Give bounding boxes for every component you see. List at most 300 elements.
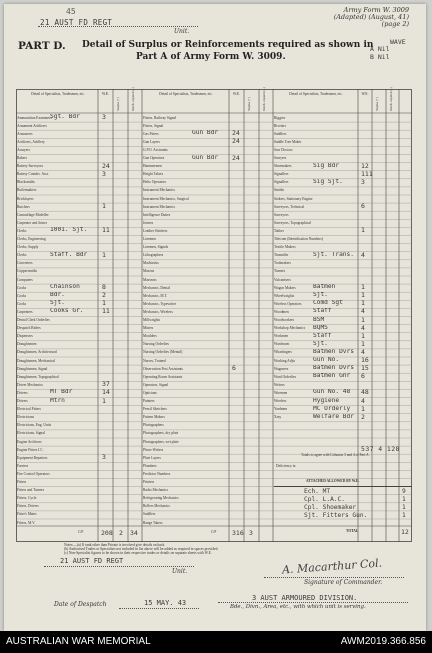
typed-entry: Gun Bdr: [192, 130, 219, 137]
trade-label: Opticians: [143, 390, 157, 395]
trade-label: Farriers: [17, 463, 29, 468]
table-row: [16, 349, 142, 357]
table-row: [16, 260, 142, 268]
we-value: 4: [361, 348, 365, 356]
table-row: [16, 211, 142, 219]
trade-label: Fire Control Operators: [17, 471, 50, 476]
typed-entry: Sjt.: [313, 340, 328, 347]
trade-label: Draughtsmen, Topographical: [17, 374, 59, 379]
trade-label: Riveters: [274, 123, 286, 128]
trade-label: Surveyors, Technical: [274, 204, 305, 209]
table-row: [273, 130, 412, 138]
trade-label: Range Takers: [143, 520, 163, 525]
table-row: [142, 454, 273, 462]
table-row: [142, 260, 273, 268]
trade-label: Observation Post Assistants: [143, 366, 183, 371]
trade-label: Electrical Fitters: [17, 407, 41, 412]
table-row: [16, 114, 142, 122]
we-value: 6: [232, 365, 236, 373]
trade-label: Miners: [143, 326, 154, 331]
table-row: [273, 381, 412, 389]
we-value: 4: [361, 397, 365, 405]
table-row: [16, 203, 142, 211]
table-row: [142, 122, 273, 130]
trade-label: Bricklayers: [17, 196, 34, 201]
trade-label: Vulcanisers: [274, 277, 291, 282]
table-row: [273, 260, 412, 268]
table-row: [142, 219, 273, 227]
trade-label: Clerks, Engineering: [17, 237, 46, 241]
we-header-2: W.E.: [232, 92, 241, 96]
trade-label: Shoemakers: [274, 164, 292, 169]
attached-count: 9: [402, 488, 406, 495]
trade-label: Machinists: [143, 261, 159, 266]
table-row: [142, 244, 273, 252]
typed-entry: Sjt.: [313, 292, 328, 299]
trade-label: Photographers, wet plate: [143, 439, 179, 444]
trade-label: Ward Orderlies: [274, 374, 296, 379]
table-row: [142, 300, 273, 308]
surplus-header-2: Surplus (+): [247, 97, 251, 111]
attached-rule: [274, 486, 412, 487]
trade-label: Instrument Mechanics: [143, 204, 176, 209]
trade-label: Saw Doctors: [274, 147, 293, 152]
table-row: [16, 276, 142, 284]
typed-entry: Batmen Gnr: [313, 373, 351, 380]
trade-label: Electricians, Signal: [17, 431, 45, 436]
table-row: [142, 414, 273, 422]
trade-label: Battery Comdrs. Asst.: [17, 172, 49, 177]
notes: [64, 543, 404, 555]
trade-label: Draughtsmen, Architectural: [17, 350, 57, 355]
we-value: 1: [102, 203, 106, 211]
table-row: [142, 146, 273, 154]
attached-count: 1: [402, 504, 406, 511]
we-value: 1: [361, 340, 365, 348]
trade-label: Wagon Makers: [274, 285, 296, 290]
nil-line-b: B Nil: [370, 53, 390, 61]
cf-label-1: C/F: [78, 530, 84, 534]
table-row: [273, 138, 412, 146]
table-row: [16, 179, 142, 187]
table-row: [273, 317, 412, 325]
table-row: [16, 122, 142, 130]
table-row: [142, 138, 273, 146]
nil-line-a: A Nil: [370, 45, 390, 53]
we-header-3: W.E.: [361, 92, 369, 96]
table-row: [142, 211, 273, 219]
table-row: [16, 138, 142, 146]
title-line-1: Detail of Surplus or Reinforcements required as shown in: [82, 40, 374, 50]
table-row: [273, 398, 412, 406]
table-row: [142, 503, 273, 511]
trade-label: Turners: [274, 269, 286, 274]
we-value: 3: [102, 454, 106, 462]
surplus-header-1: Surplus (+): [116, 97, 120, 111]
detail-header-3: Detail of Specialists, Tradesmen, etc.: [289, 92, 343, 96]
trade-label: Photo-Writers: [143, 447, 164, 452]
trade-label: Joiners: [143, 220, 154, 225]
form-sheet: [4, 4, 426, 631]
table-row: [142, 341, 273, 349]
table-row: [142, 317, 273, 325]
we-value: 15: [361, 365, 369, 373]
trade-label: Fitters: [17, 480, 27, 484]
table-row: [142, 462, 273, 470]
form-ref-line: Army Form W. 3009: [343, 6, 409, 14]
table-row: [142, 203, 273, 211]
typed-entry: Gun No.: [313, 357, 340, 363]
typed-entry: Sig Bdr: [313, 162, 340, 169]
trade-label: Carpenters: [17, 309, 33, 314]
table-row: [16, 292, 142, 300]
trade-label: Nurses, Trained: [143, 358, 166, 363]
table-row: [16, 495, 142, 503]
trade-label: Draughtsmen, Signal: [17, 366, 48, 371]
trade-label: Armourers: [17, 131, 33, 136]
table-row: [273, 414, 412, 422]
note-line: (b) Authorised Trades or Specialists not included in list above will be added as required in spaces provided.: [64, 547, 219, 552]
trade-label: Armament Artificers: [17, 123, 47, 128]
table-row: [142, 308, 273, 316]
trade-label: Pencil Sketchers: [143, 407, 167, 412]
we-header-1: W.E.: [101, 92, 110, 96]
trade-label: Predictor Numbers: [143, 471, 171, 476]
table-row: [142, 236, 273, 244]
table-row: [273, 179, 412, 187]
table-row: [273, 236, 412, 244]
table-row: [273, 284, 412, 292]
division-line: [218, 602, 408, 603]
trade-label: Saddlers: [143, 512, 156, 517]
table-row: [16, 155, 142, 163]
trade-label: Battery Surveyors: [17, 164, 44, 169]
signature-line: [264, 577, 404, 578]
typed-entry: Cooks Gr.: [50, 308, 84, 315]
table-row: [16, 300, 142, 308]
table-row: [16, 381, 142, 389]
cf-label-2: C/F: [211, 530, 217, 534]
trade-label: Mechanics, Dental: [143, 285, 170, 290]
trade-label: Signallers: [274, 180, 289, 185]
table-row: [142, 163, 273, 171]
unit-label: Unit.: [174, 28, 190, 35]
trade-label: Fitters, Signal: [143, 123, 164, 128]
table-row: [16, 244, 142, 252]
date-line: [119, 608, 199, 609]
table-row: [273, 300, 412, 308]
trade-label: Moulders: [143, 334, 157, 339]
trade-label: Woodworkers: [274, 318, 295, 322]
table-row: [16, 227, 142, 235]
we-value: 4: [361, 324, 365, 332]
trade-label: Wharfingers: [274, 350, 292, 355]
we-value: 1: [361, 227, 365, 235]
unit-dotline: [38, 26, 198, 27]
table-row: [142, 479, 273, 487]
trade-label: Nursing Orderlies: [143, 342, 169, 347]
table-row: [273, 341, 412, 349]
table-row: [142, 227, 273, 235]
trade-label: Carpenter and Joiner: [17, 220, 47, 225]
table-row: [16, 470, 142, 478]
table-row: [273, 155, 412, 163]
attached-count: 1: [402, 512, 406, 519]
table-row: [273, 406, 412, 414]
table-row: [273, 252, 412, 260]
typed-wave: WAVE: [390, 38, 406, 46]
note-line: Notes:—(a) If rank other than Private is involved give details on back.: [64, 543, 166, 547]
trade-label: Signallers: [274, 172, 289, 177]
we-value: 14: [102, 389, 110, 397]
cf-1-surplus: 2: [119, 529, 123, 537]
table-row: [142, 365, 273, 373]
trade-label: Linemen, Signals: [143, 245, 169, 250]
table-row: [142, 179, 273, 187]
table-row: [273, 203, 412, 211]
trade-label: Operators, Signal: [143, 382, 169, 387]
trade-label: Cooks: [17, 293, 27, 298]
table-row: [16, 325, 142, 333]
trade-label: Blacksmiths: [17, 180, 35, 185]
table-row: [16, 462, 142, 470]
table-row: [142, 495, 273, 503]
trade-label: Riggers: [274, 115, 286, 120]
table-row: [273, 244, 412, 252]
table-row: [16, 406, 142, 414]
table-row: [142, 373, 273, 381]
trade-label: Working Adjts: [274, 358, 295, 363]
we-value: 1: [102, 251, 106, 259]
bottom-unit-line: [44, 566, 194, 567]
typed-entry: Sig Sjt.: [313, 178, 343, 185]
we-value: 12: [361, 162, 369, 170]
table-row: [142, 438, 273, 446]
cf-1-we: 208: [101, 529, 113, 537]
trade-label: Engine Artificers: [17, 439, 42, 444]
we-value: 1: [361, 292, 365, 300]
table-row: [273, 122, 412, 130]
table-row: [142, 349, 273, 357]
table-row: [273, 357, 412, 365]
trade-label: Boilermakers: [17, 188, 37, 193]
we-value: 11: [102, 308, 110, 316]
table-row: [142, 406, 273, 414]
table-row: [16, 430, 142, 438]
table-row: [16, 365, 142, 373]
table-row: [142, 155, 273, 163]
we-value: 3: [102, 114, 106, 121]
we-value: 1: [102, 397, 106, 405]
trade-label: Computers: [17, 277, 33, 282]
trade-label: Millwrights: [143, 318, 160, 322]
trade-label: Writers: [274, 382, 285, 387]
table-row: [142, 422, 273, 430]
signature-label: Signature of Commander.: [304, 579, 383, 586]
trade-label: Wiremen: [274, 390, 288, 395]
trade-label: Fitters, Drivers: [17, 504, 39, 509]
table-row: [273, 268, 412, 276]
table-row: [273, 195, 412, 203]
table-row: [142, 130, 273, 138]
trade-label: Helio Operators: [143, 180, 167, 185]
table-row: [273, 292, 412, 300]
trade-label: Workshop Mechanics: [274, 326, 306, 331]
typed-entry: Sgt. Bdr: [50, 114, 80, 120]
table-row: [142, 325, 273, 333]
we-value: 24: [102, 162, 110, 170]
trade-label: Cooks: [17, 301, 27, 306]
trade-label: Draughtsmen, Mechanical: [17, 358, 55, 363]
table-row: [16, 503, 142, 511]
table-row: [273, 171, 412, 179]
form-ref-line: (page 2): [381, 20, 409, 28]
trade-label: Masseurs: [143, 277, 157, 282]
trade-label: Pattern Makers: [143, 415, 165, 420]
trade-label: Woodmen: [274, 309, 289, 314]
trade-label: Surveyors: [274, 212, 289, 217]
we-value: 24: [232, 138, 240, 146]
table-row: [142, 357, 273, 365]
table-row: [16, 487, 142, 495]
trade-label: Drivers: [17, 390, 28, 395]
cf-2-we: 316: [232, 529, 244, 537]
trade-label: Fitter's Mates: [17, 512, 37, 517]
table-row: [16, 333, 142, 341]
table-row: [16, 373, 142, 381]
trade-label: Wireless: [274, 399, 287, 403]
trade-label: Toolmakers: [274, 261, 291, 266]
specialists-table: [16, 89, 412, 542]
typed-entry: MT Bdr: [50, 389, 73, 396]
date-typed: 15 MAY. 43: [144, 599, 187, 607]
note-line: (c) Non-Specialist figures to be shown in their respective trades or details on separate sheets with W.E.: [64, 551, 212, 556]
we-value: 8: [102, 284, 106, 292]
typed-entry: Staff. Bdr: [50, 251, 88, 258]
footer-accession: AWM2019.366.856: [340, 636, 426, 647]
trade-label: Surveyors, Topographical: [274, 220, 312, 225]
trade-label: Despatch Riders: [17, 326, 41, 331]
we-value: 24: [232, 154, 240, 162]
trade-label: Mechanics, M.T.: [143, 293, 168, 298]
unit-typed: 21 AUST FD REGT: [40, 18, 113, 27]
trade-label: Saddle Tree Maker: [274, 139, 302, 144]
trade-label: Refrigerating Mechanics: [143, 496, 179, 501]
archive-footer: [0, 631, 432, 653]
typed-entry: Mtrn: [50, 397, 65, 404]
trade-label: Fitters, M.V.: [17, 520, 36, 525]
table-row: [273, 308, 412, 316]
we-value: 1: [361, 405, 365, 413]
typed-entry: Sjt. Trans.: [313, 251, 354, 258]
bottom-unit-label: Unit.: [172, 568, 188, 575]
table-row: [16, 422, 142, 430]
we-value: 111: [361, 170, 373, 178]
table-row: [16, 284, 142, 292]
table-row: [16, 519, 142, 527]
table-row: [142, 389, 273, 397]
trade-label: Clerks: [17, 228, 27, 233]
trade-label: Fitters and Turners: [17, 488, 45, 493]
we-value: 2: [361, 413, 365, 421]
total-value: 12: [401, 528, 409, 536]
trade-label: Mechanics, Wireless: [143, 309, 173, 314]
typed-entry: Gun No. 48: [313, 389, 351, 396]
trade-label: Gun Operators: [143, 156, 165, 160]
trade-label: Concreters: [17, 261, 33, 266]
trade-label: Wagoners: [274, 366, 289, 371]
we-value: 6: [361, 203, 365, 211]
trade-label: Workmen: [274, 334, 289, 339]
table-row: [273, 333, 412, 341]
cf-1-reinf: 34: [130, 529, 138, 537]
table-row: [273, 373, 412, 381]
trade-label: Ammunition Examiners: [17, 115, 52, 120]
typed-entry: BSM: [313, 316, 325, 323]
attached-text: Cpl. Shoemaker: [304, 504, 357, 511]
surplus-header-3: Surplus (+): [375, 97, 379, 111]
table-row: [16, 446, 142, 454]
table-row: [142, 276, 273, 284]
table-row: [16, 398, 142, 406]
trade-label: Electricians, Eng. Units: [17, 423, 52, 428]
table-row: [16, 163, 142, 171]
table-row: [273, 276, 412, 284]
table-row: [16, 317, 142, 325]
handwritten-number: 45: [66, 7, 76, 16]
typed-entry: Staff: [313, 308, 332, 315]
table-row: [273, 389, 412, 397]
table-row: [16, 236, 142, 244]
trade-label: Rollers Mechanics: [143, 504, 170, 509]
trade-label: Dental Clerk Orderlies: [17, 318, 50, 322]
trade-label: Dispensers: [17, 334, 33, 339]
footer-institution: AUSTRALIAN WAR MEMORIAL: [6, 636, 151, 647]
table-row: [273, 365, 412, 373]
form-reference: [309, 7, 409, 28]
typed-entry: Batmen Dvrs: [313, 365, 354, 372]
trade-label: Driver Mechanics: [17, 382, 43, 387]
table-row: [273, 211, 412, 219]
total-label: TOTAL: [346, 529, 359, 533]
we-value: 1: [361, 300, 365, 308]
table-row: [273, 325, 412, 333]
table-row: [16, 146, 142, 154]
table-row: [16, 479, 142, 487]
table-row: [142, 470, 273, 478]
table-row: [16, 219, 142, 227]
trade-label: Radio Mechanics: [143, 488, 169, 493]
trade-label: Operating Room Assistants: [143, 374, 183, 379]
trade-label: Nursing Orderlies (Mental): [143, 350, 183, 355]
trade-label: Painters: [143, 399, 155, 403]
trade-label: Drivers: [17, 399, 28, 403]
col3-totals: 537 4 128: [361, 445, 400, 453]
typed-entry: Comd Sgt: [313, 300, 343, 307]
table-row: [16, 195, 142, 203]
table-row: [273, 163, 412, 171]
trade-label: Cooks: [17, 285, 27, 290]
typed-entry: Welfare Bdr: [313, 413, 354, 420]
table-row: [142, 187, 273, 195]
trade-label: G.P.O. Assistants: [143, 147, 168, 152]
trade-label: Leather Stitchers: [143, 228, 168, 233]
trade-label: Coppersmiths: [17, 269, 37, 274]
table-row: [142, 487, 273, 495]
trade-label: Sawyers: [274, 156, 287, 160]
we-value: 6: [361, 373, 365, 381]
trade-label: Printers: [143, 480, 155, 484]
